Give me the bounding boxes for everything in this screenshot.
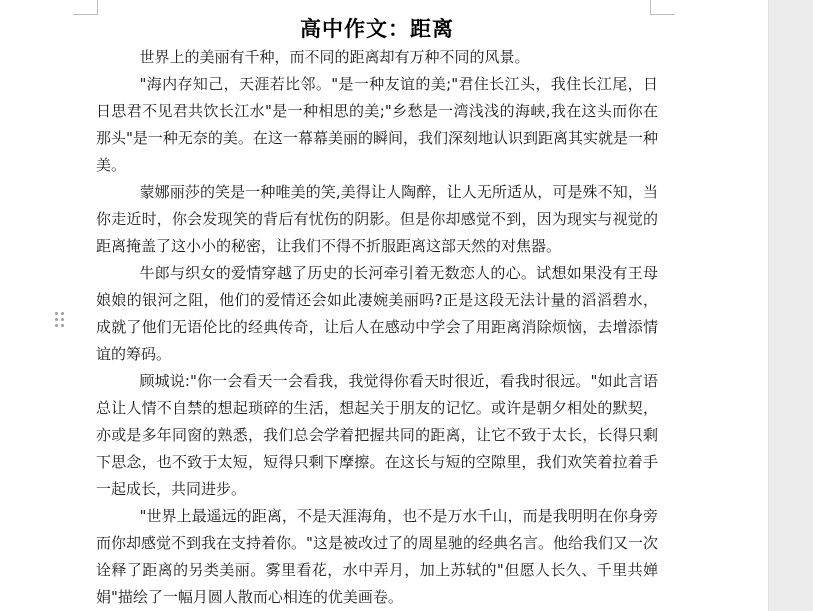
page-corner-mark-right	[650, 0, 675, 15]
paragraph-2: "海内存知己，天涯若比邻。"是一种友谊的美;"君住长江头，我住长江尾，日日思君不见君共饮长江水"是一种相思的美;"乡愁是一湾浅浅的海峡,我在这头而你在那头"是一种无奈的美。在这一幕幕美丽的瞬间，我们深刻地认识到距离其实就是一种美。	[96, 75, 658, 174]
scrollbar-track[interactable]	[768, 0, 813, 611]
paragraph-5: 顾城说:"你一会看天一会看我，我觉得你看天时很近，看我时很远。"如此言语总让人情不自禁的想起琐碎的生活，想起关于朋友的记忆。或许是朝夕相处的默契，亦或是多年同窗的熟悉，我们总会学着把握共同的距离，让它不致于太长，长得只剩下思念，也不致于太短，短得只剩下摩擦。在这长与短的空隙里，我们欢笑着拉着手一起成长，共同进步。	[96, 372, 658, 498]
paragraph-3: 蒙娜丽莎的笑是一种唯美的笑,美得让人陶醉，让人无所适从，可是殊不知，当你走近时，你会发现笑的背后有忧伤的阴影。但是你却感觉不到，因为现实与视觉的距离掩盖了这小小的秘密，让我们不得不折服距离这部天然的对焦器。	[96, 183, 658, 255]
paragraph-1: 世界上的美丽有千种，而不同的距离却有万种不同的风景。	[139, 48, 530, 66]
paragraph-4: 牛郎与织女的爱情穿越了历史的长河牵引着无数恋人的心。试想如果没有王母娘娘的银河之阻，他们的爱情还会如此凄婉美丽吗?正是这段无法计量的滔滔碧水，成就了他们无语伦比的经典传奇，让后人在感动中学会了用距离消除烦恼，去增添情谊的筹码。	[96, 264, 658, 363]
document-body[interactable]	[96, 14, 658, 611]
page-corner-mark-left	[73, 0, 98, 15]
paragraph-6: "世界上最遥远的距离，不是天涯海角，也不是万水千山，而是我明明在你身旁而你却感觉不到我在支持着你。"这是被改过了的周星驰的经典名言。他给我们又一次诠释了距离的另类美丽。雾里看花，水中弄月，加上苏轼的"但愿人长久、千里共婵娟"描绘了一幅月圆人散而心相连的优美画卷。	[96, 507, 658, 606]
document-title: 高中作文：距离	[300, 17, 454, 41]
drag-handle-icon[interactable]	[55, 312, 65, 328]
